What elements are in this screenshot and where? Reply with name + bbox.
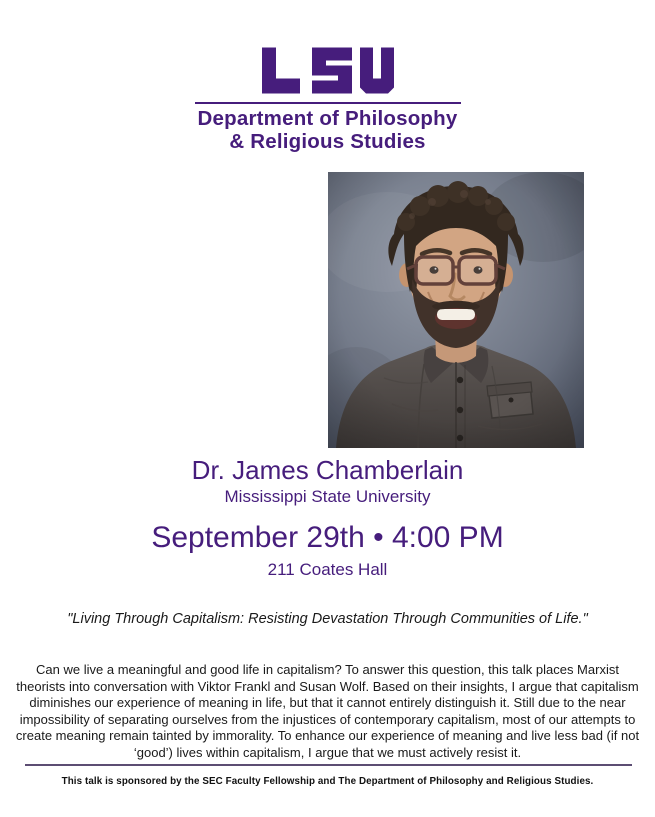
department-line2: & Religious Studies [229,130,426,153]
event-location: 211 Coates Hall [267,560,388,579]
footer-divider [25,764,632,766]
talk-abstract: Can we live a meaningful and good life in capitalism? To answer this question, this talk places Marxist theorists into conversation with Viktor Frankl and Susan Wolf. Based on their insights, I argue that capitalism diminishes our experience of meaning in life, but that it cannot entirely distinguish it. Still due to the near impossibility of separating ourselves from the injustices of contemporary capitalism, most of our attempts to create meaning remain tainted by immorality. To enhance our experience of meaning and live less bad (if not ‘good’) lives within capitalism, I argue that we must actively resist it. [15,662,640,760]
lsu-logo [260,47,396,94]
department-name [0,107,655,153]
lsu-masthead [0,47,655,99]
event-datetime: September 29th • 4:00 PM [151,521,504,554]
speaker-name: Dr. James Chamberlain [191,455,464,485]
talk-title: "Living Through Capitalism: Resisting Devastation Through Communities of Life." [67,611,588,627]
masthead-divider [195,102,461,104]
speaker-photo [328,172,584,448]
portrait-photo-icon [328,172,584,448]
sponsor-text: This talk is sponsored by the SEC Faculty Fellowship and The Department of Philosophy and Religious Studies. [61,776,594,787]
department-line1: Department of Philosophy [197,107,458,130]
speaker-affiliation: Mississippi State University [224,487,431,506]
